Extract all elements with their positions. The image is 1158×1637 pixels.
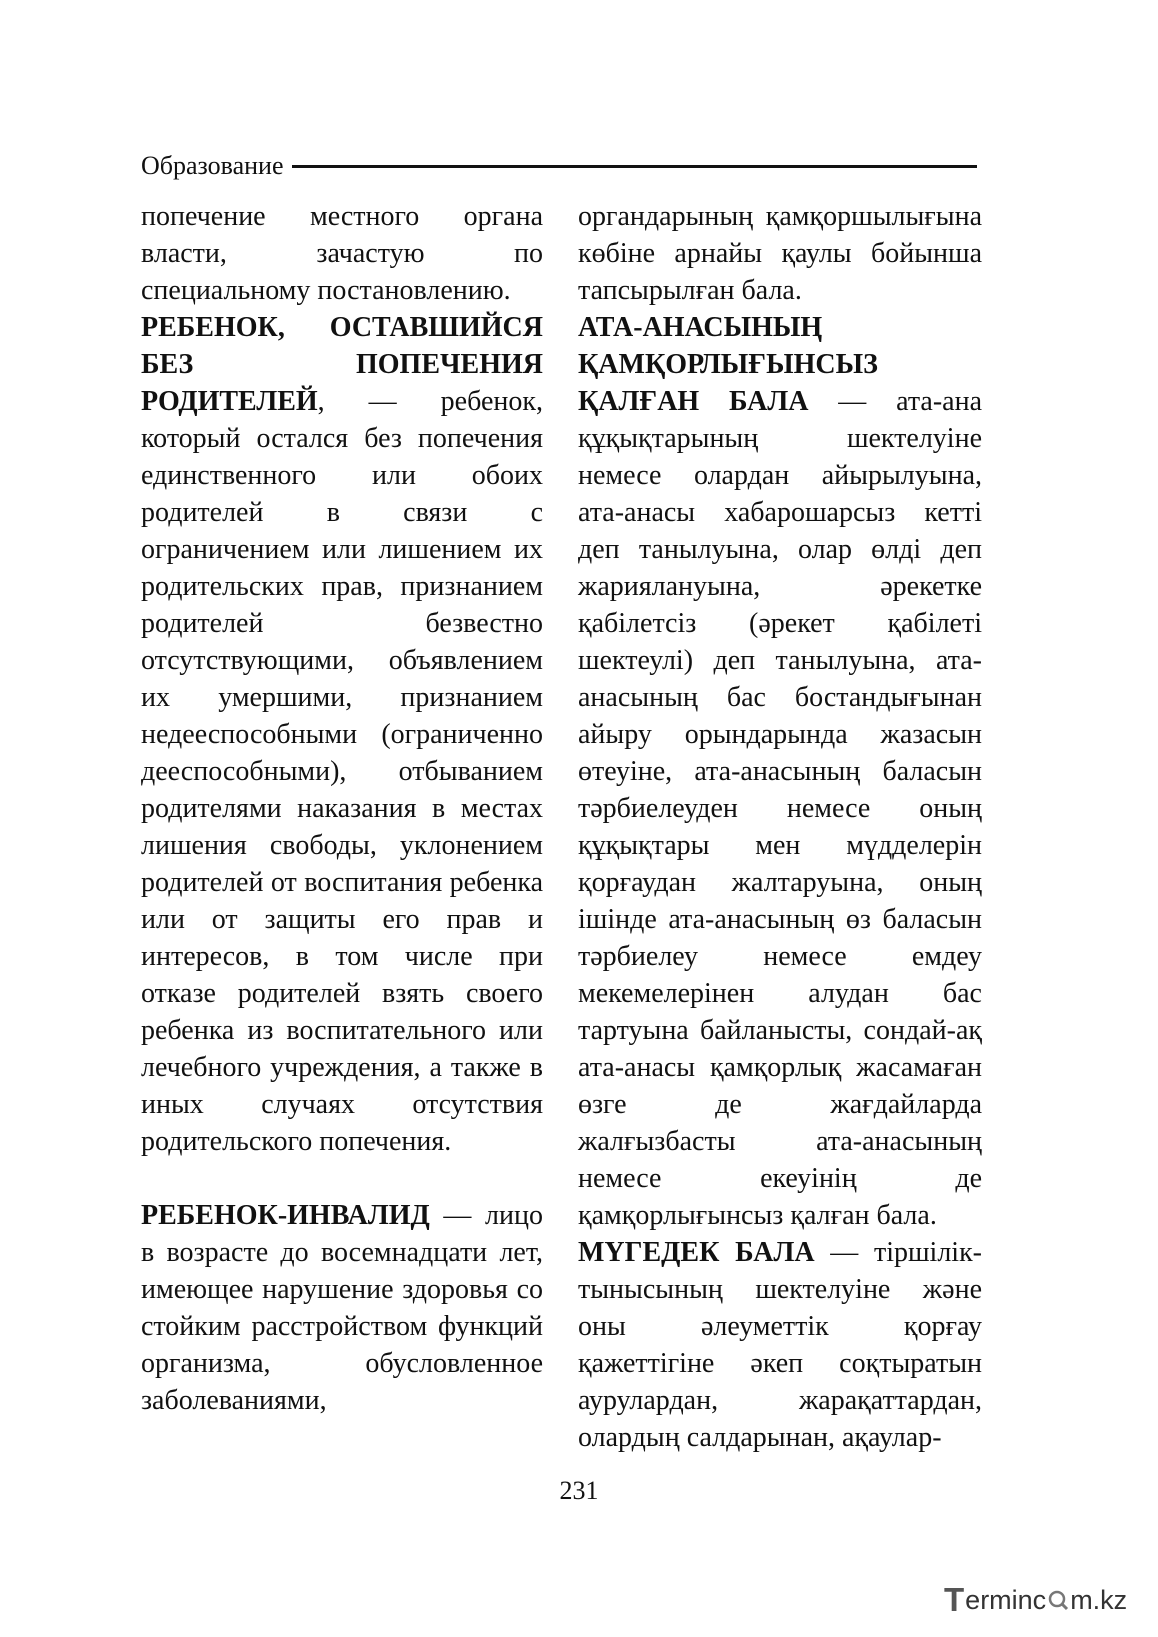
left-column: [141, 198, 543, 1419]
watermark-middle: erminc: [965, 1584, 1047, 1615]
entry-text: — ата-ана құқықтарының шектелуіне немесе олардан айырылуына, ата-анасы хабарошарсыз кетті деп танылуына, олар өлді деп жариялануына, әрекетке қабілетсіз (әрекет қабілеті шектеулі) деп танылуына, ата-анасының бас бостандығынан айыру орындарында жазасын өтеуіне, ата-анасының баласын тәрбиелеуден немесе оның құқықтары мен мүдделерін қорғаудан жалтаруына, оның ішінде ата-анасының өз баласын тәрбиелеу немесе емдеу мекемелерінен алудан бас тартуына байланысты, сондай-ақ ата-анасы қамқорлық жасамаған өзге де жағдайларда жалғызбасты ата-анасының немесе екеуінің де қамқорлығынсыз қалған бала.: [578, 386, 983, 1231]
entry-continuation: [141, 198, 543, 309]
site-watermark: [944, 1580, 1149, 1620]
right-column: [578, 198, 982, 1456]
entry-continuation: [578, 198, 982, 309]
entry-child-without-parental-care: [141, 309, 543, 1160]
entry-text: , — ребенок, который остался без попечения единственного или обоих родителей в связи с ограничением или лишением их родительских прав, признанием родителей безвестно отсутствующими, объявлением их умершими, признанием недееспособными (ограниченно дееспособными), отбыванием родителями наказания в местах лишения свободы, уклонением родителей от воспитания ребенка или от защиты его прав и интересов, в том числе при отказе родителей взять своего ребенка из воспитательного или лечебного учреждения, а также в иных случаях отсутствия родительского попечения.: [141, 386, 543, 1157]
entry-term: АТА-АНАСЫНЫҢ ҚАМҚОРЛЫҒЫНСЫЗ ҚАЛҒАН БАЛА: [578, 312, 878, 417]
entry-term: МҮГЕДЕК БАЛА: [578, 1237, 815, 1268]
page-number: 231: [559, 1476, 599, 1505]
entry-text: — тіршілік-тынысының шектелуіне және оны әлеуметтік қорғау қажеттігіне әкеп соқтыратын аурулардан, жарақаттардан, олардың салдарынан, ақаулар-: [578, 1237, 982, 1453]
header-rule: [292, 165, 977, 168]
watermark-prefix: T: [944, 1581, 965, 1618]
entry-disabled-child: [141, 1197, 543, 1419]
magnifier-icon: [1047, 1589, 1069, 1611]
entry-text: попечение местного органа власти, зачастую по специальному постановлению.: [141, 201, 543, 306]
entry-disabled-child-kz: [578, 1234, 982, 1456]
section-title: Образование: [141, 151, 284, 180]
entry-text: — лицо в возрасте до восемнадцати лет, имеющее нарушение здоровья со стойким расстройством функций организма, обусловленное заболеваниями,: [141, 1200, 543, 1416]
entry-text: органдарының қамқоршылығына көбіне арнайы қаулы бойынша тапсырылған бала.: [578, 201, 982, 306]
entry-term: РЕБЕНОК-ИНВАЛИД: [141, 1200, 430, 1231]
entry-gap: [141, 1160, 543, 1197]
entry-term: РЕБЕНОК, ОСТАВШИЙСЯ БЕЗ ПОПЕЧЕНИЯ РОДИТЕЛЕЙ: [141, 312, 543, 417]
watermark-suffix: m.kz: [1070, 1584, 1128, 1615]
entry-child-without-parental-care-kz: [578, 309, 982, 1234]
running-header: [141, 146, 977, 186]
